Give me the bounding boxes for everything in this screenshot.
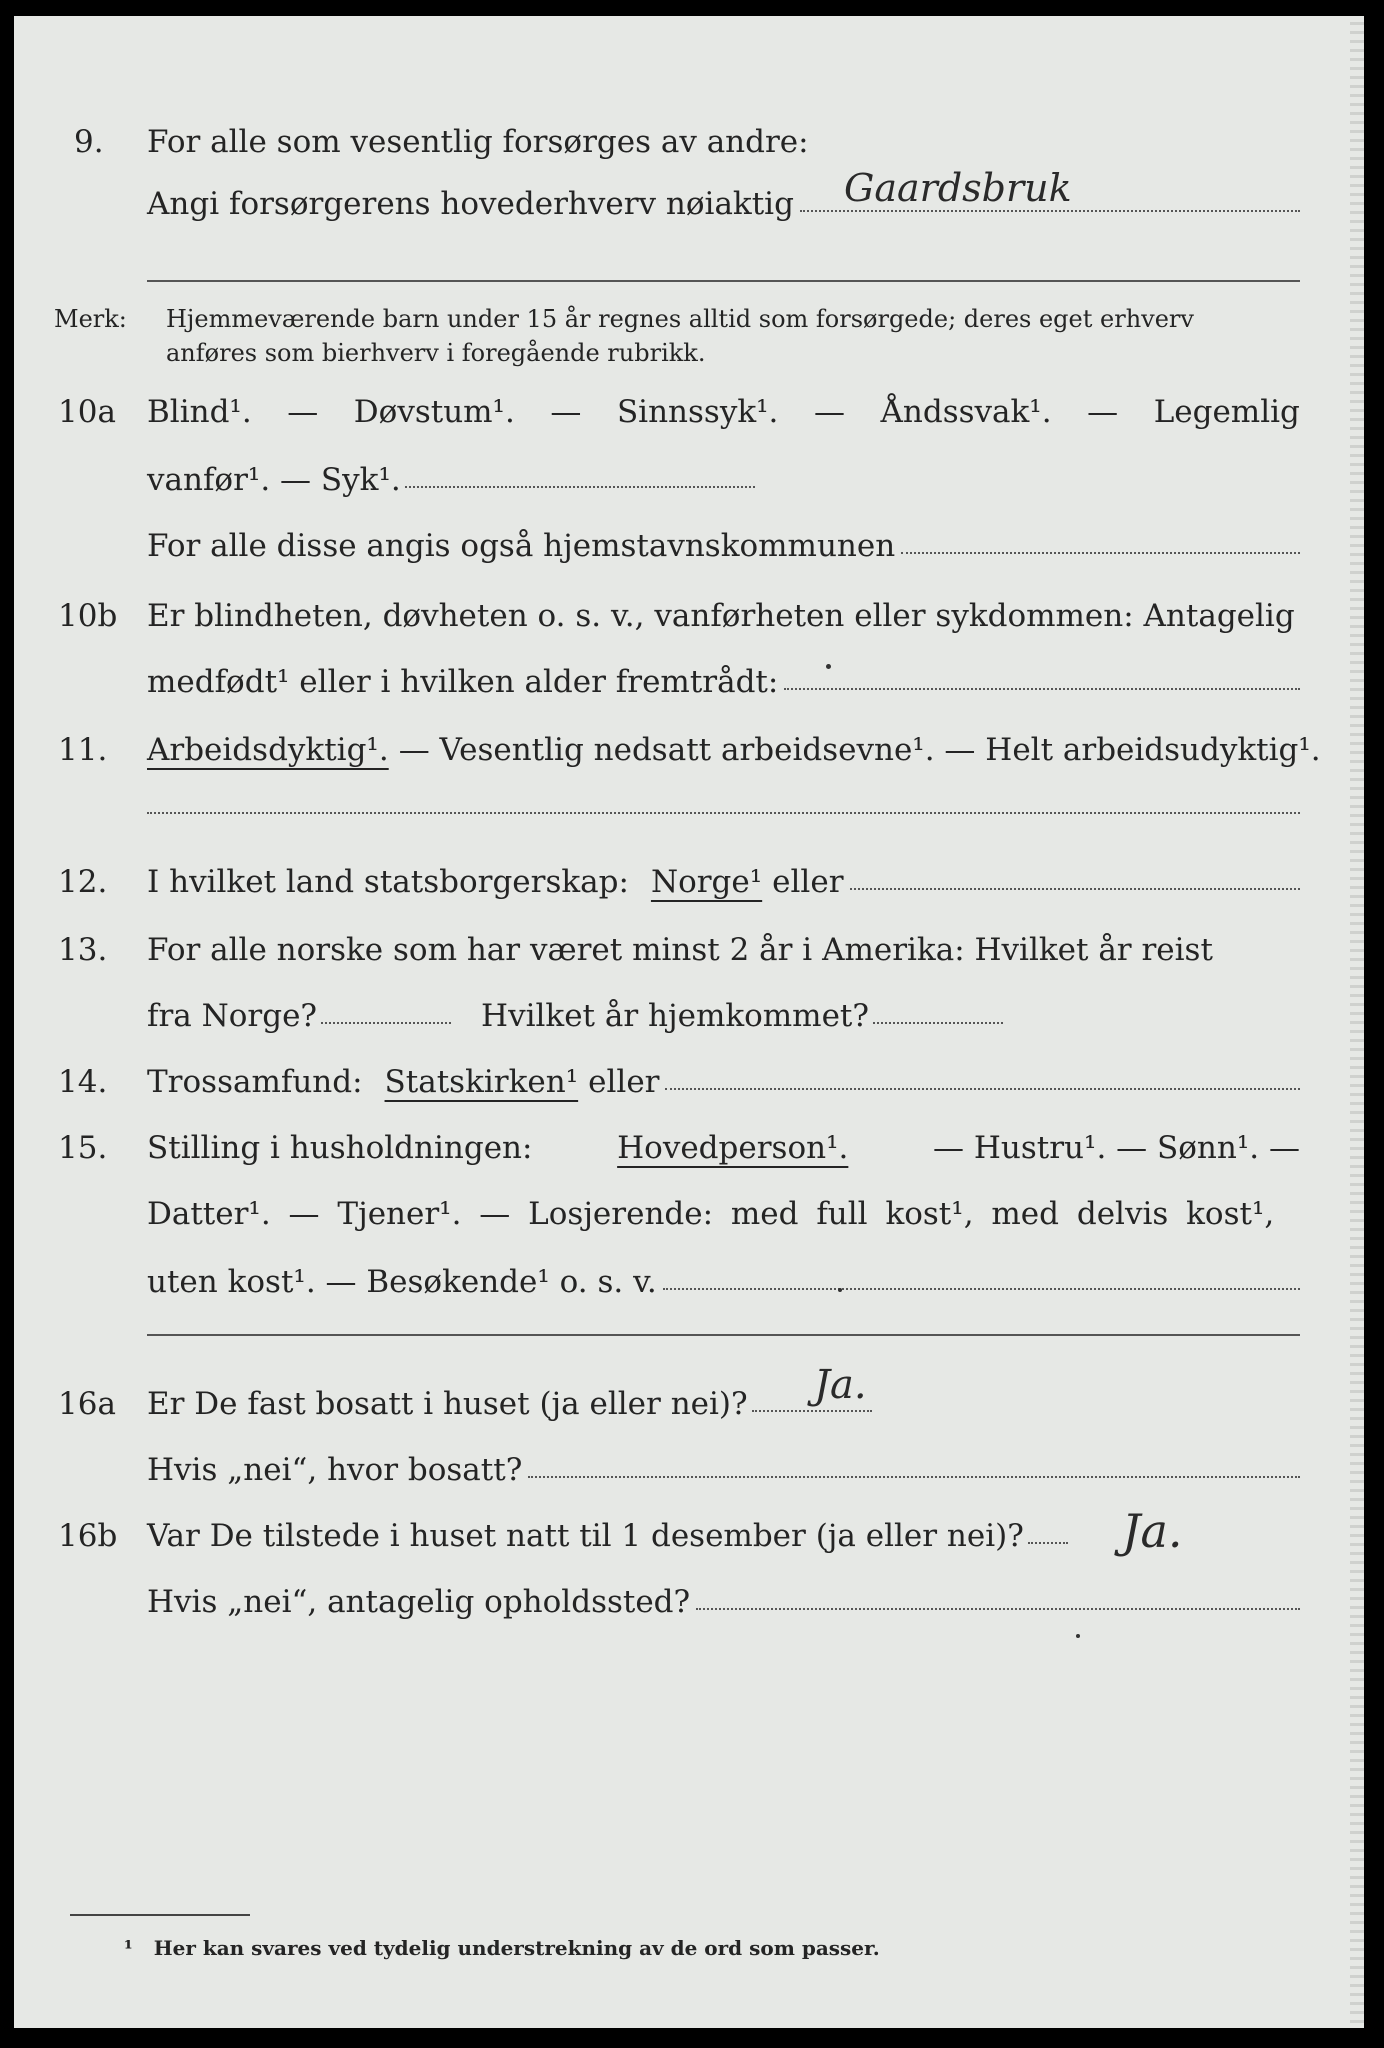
divider (147, 280, 1300, 282)
opt-blind[interactable]: Blind¹. (147, 394, 252, 430)
q10b-prompt: medfødt¹ eller i hvilken alder fremtrådt: (147, 664, 779, 700)
q15-options-line3[interactable]: uten kost¹. — Besøkende¹ o. s. v. (147, 1264, 657, 1300)
q10a-vanfor-syk[interactable]: vanfør¹. — Syk¹. (147, 462, 401, 498)
q11-line (14, 732, 1364, 782)
q16b-line2 (14, 1584, 1364, 1634)
q10b-line1 (14, 598, 1364, 648)
footnote-rule (70, 1914, 250, 1916)
q9-handwritten-answer: Gaardsbruk (844, 166, 1072, 210)
q9-number: 9. (74, 124, 104, 160)
q12-eller: eller (772, 864, 844, 900)
q11-arbeidsdyktig-option[interactable]: Arbeidsdyktig¹. (147, 732, 389, 768)
q13-hjemkommet-field[interactable] (873, 1022, 1003, 1024)
census-form-page (14, 16, 1364, 2028)
merk-label: Merk: (54, 305, 127, 333)
q9-prompt: Angi forsørgerens hovederhverv nøiaktig (147, 186, 794, 222)
ink-mark (838, 1288, 842, 1292)
q15-hovedperson-option[interactable]: Hovedperson¹. (617, 1130, 849, 1166)
dash: — (1087, 394, 1119, 430)
q11-other-options[interactable]: — Vesentlig nedsatt arbeidsevne¹. — Helt arbeidsudyktig¹. (398, 732, 1321, 768)
q13-line2 (14, 998, 1364, 1048)
divider (147, 1334, 1300, 1336)
footnote (124, 1936, 880, 1960)
q10b-number: 10b (58, 598, 118, 634)
footnote-mark: ¹ (124, 1936, 133, 1960)
q15-line3 (14, 1264, 1364, 1314)
q15-question: Stilling i husholdningen: (147, 1130, 533, 1166)
q15-number: 15. (58, 1130, 108, 1166)
q16a-bosatt-field[interactable] (528, 1475, 1300, 1478)
q10b-question: Er blindheten, døvheten o. s. v., vanførheten eller sykdommen: Antagelig (147, 598, 1295, 634)
q16a-question: Er De fast bosatt i huset (ja eller nei)? (147, 1386, 748, 1422)
q10b-line2 (14, 664, 1364, 714)
q16b-answer-field[interactable] (1028, 1542, 1068, 1544)
q15-other-options[interactable]: — Hustru¹. — Sønn¹. — (933, 1130, 1300, 1166)
opt-sinnssyk[interactable]: Sinnssyk¹. (616, 394, 779, 430)
q14-statskirken-option[interactable]: Statskirken¹ (384, 1064, 579, 1100)
q13-hjemkommet-prompt: Hvilket år hjemkommet? (481, 998, 870, 1034)
q16b-handwritten-answer: Ja. (1122, 1504, 1183, 1558)
q10a-line1 (14, 394, 1364, 444)
q10a-hjemstavn: For alle disse angis også hjemstavnskommunen (147, 528, 896, 564)
q14-answer-field[interactable] (665, 1087, 1300, 1090)
q16b-opholdssted-prompt: Hvis „nei“, antagelig opholdssted? (147, 1584, 691, 1620)
q16a-handwritten-answer: Ja. (814, 1362, 867, 1408)
merk-text-line2: anføres som bierhverv i foregående rubrikk. (166, 339, 706, 367)
q16a-line1 (14, 1386, 1364, 1436)
dash: — (287, 394, 319, 430)
q15-options-line2[interactable]: Datter¹. — Tjener¹. — Losjerende: med full kost¹, med delvis kost¹, (147, 1196, 1275, 1232)
q15-line1 (14, 1130, 1364, 1180)
opt-dovstum[interactable]: Døvstum¹. (353, 394, 515, 430)
q16b-opholdssted-field[interactable] (696, 1607, 1300, 1610)
q10a-answer-field[interactable] (405, 486, 755, 488)
q10a-line2 (14, 462, 1364, 512)
q12-line (14, 864, 1364, 914)
q13-number: 13. (58, 932, 108, 968)
q14-number: 14. (58, 1064, 108, 1100)
q12-question: I hvilket land statsborgerskap: (147, 864, 629, 900)
q12-norge-option[interactable]: Norge¹ (650, 864, 763, 900)
ink-mark (826, 664, 831, 669)
merk-text-line1: Hjemmeværende barn under 15 år regnes alltid som forsørgede; deres eget erhverv (166, 305, 1194, 333)
q15-answer-field[interactable] (663, 1287, 1300, 1290)
q10a-hjemstavn-field[interactable] (901, 551, 1300, 554)
q16a-line2 (14, 1452, 1364, 1502)
q9-line1 (14, 124, 1364, 174)
q14-line (14, 1064, 1364, 1114)
q16a-bosatt-prompt: Hvis „nei“, hvor bosatt? (147, 1452, 523, 1488)
q10a-number: 10a (58, 394, 116, 430)
q13-reist-prompt: fra Norge? (147, 998, 318, 1034)
ink-mark (1076, 1634, 1080, 1638)
q12-number: 12. (58, 864, 108, 900)
q16a-number: 16a (58, 1386, 116, 1422)
footnote-text: Her kan svares ved tydelig understrekning av de ord som passer. (153, 1936, 880, 1960)
opt-andssvak[interactable]: Åndssvak¹. (880, 394, 1052, 430)
q9-line2 (14, 186, 1364, 236)
q14-eller: eller (588, 1064, 660, 1100)
q10a-line3 (14, 528, 1364, 578)
q9-question: For alle som vesentlig forsørges av andre: (147, 124, 809, 160)
opt-legemlig[interactable]: Legemlig (1153, 394, 1300, 430)
dash: — (550, 394, 582, 430)
q16b-question: Var De tilstede i huset natt til 1 desember (ja eller nei)? (147, 1518, 1024, 1554)
q14-question: Trossamfund: (147, 1064, 363, 1100)
q13-reist-field[interactable] (321, 1022, 451, 1024)
q11-number: 11. (58, 732, 108, 768)
q15-line2 (14, 1196, 1364, 1246)
q16a-answer-field[interactable] (752, 1410, 872, 1412)
dotted-divider (147, 812, 1300, 814)
q16b-number: 16b (58, 1518, 118, 1554)
q10b-answer-field[interactable] (784, 687, 1300, 690)
q12-answer-field[interactable] (850, 887, 1300, 890)
q13-question: For alle norske som har været minst 2 år i Amerika: Hvilket år reist (147, 932, 1213, 968)
dash: — (813, 394, 845, 430)
q13-line1 (14, 932, 1364, 982)
